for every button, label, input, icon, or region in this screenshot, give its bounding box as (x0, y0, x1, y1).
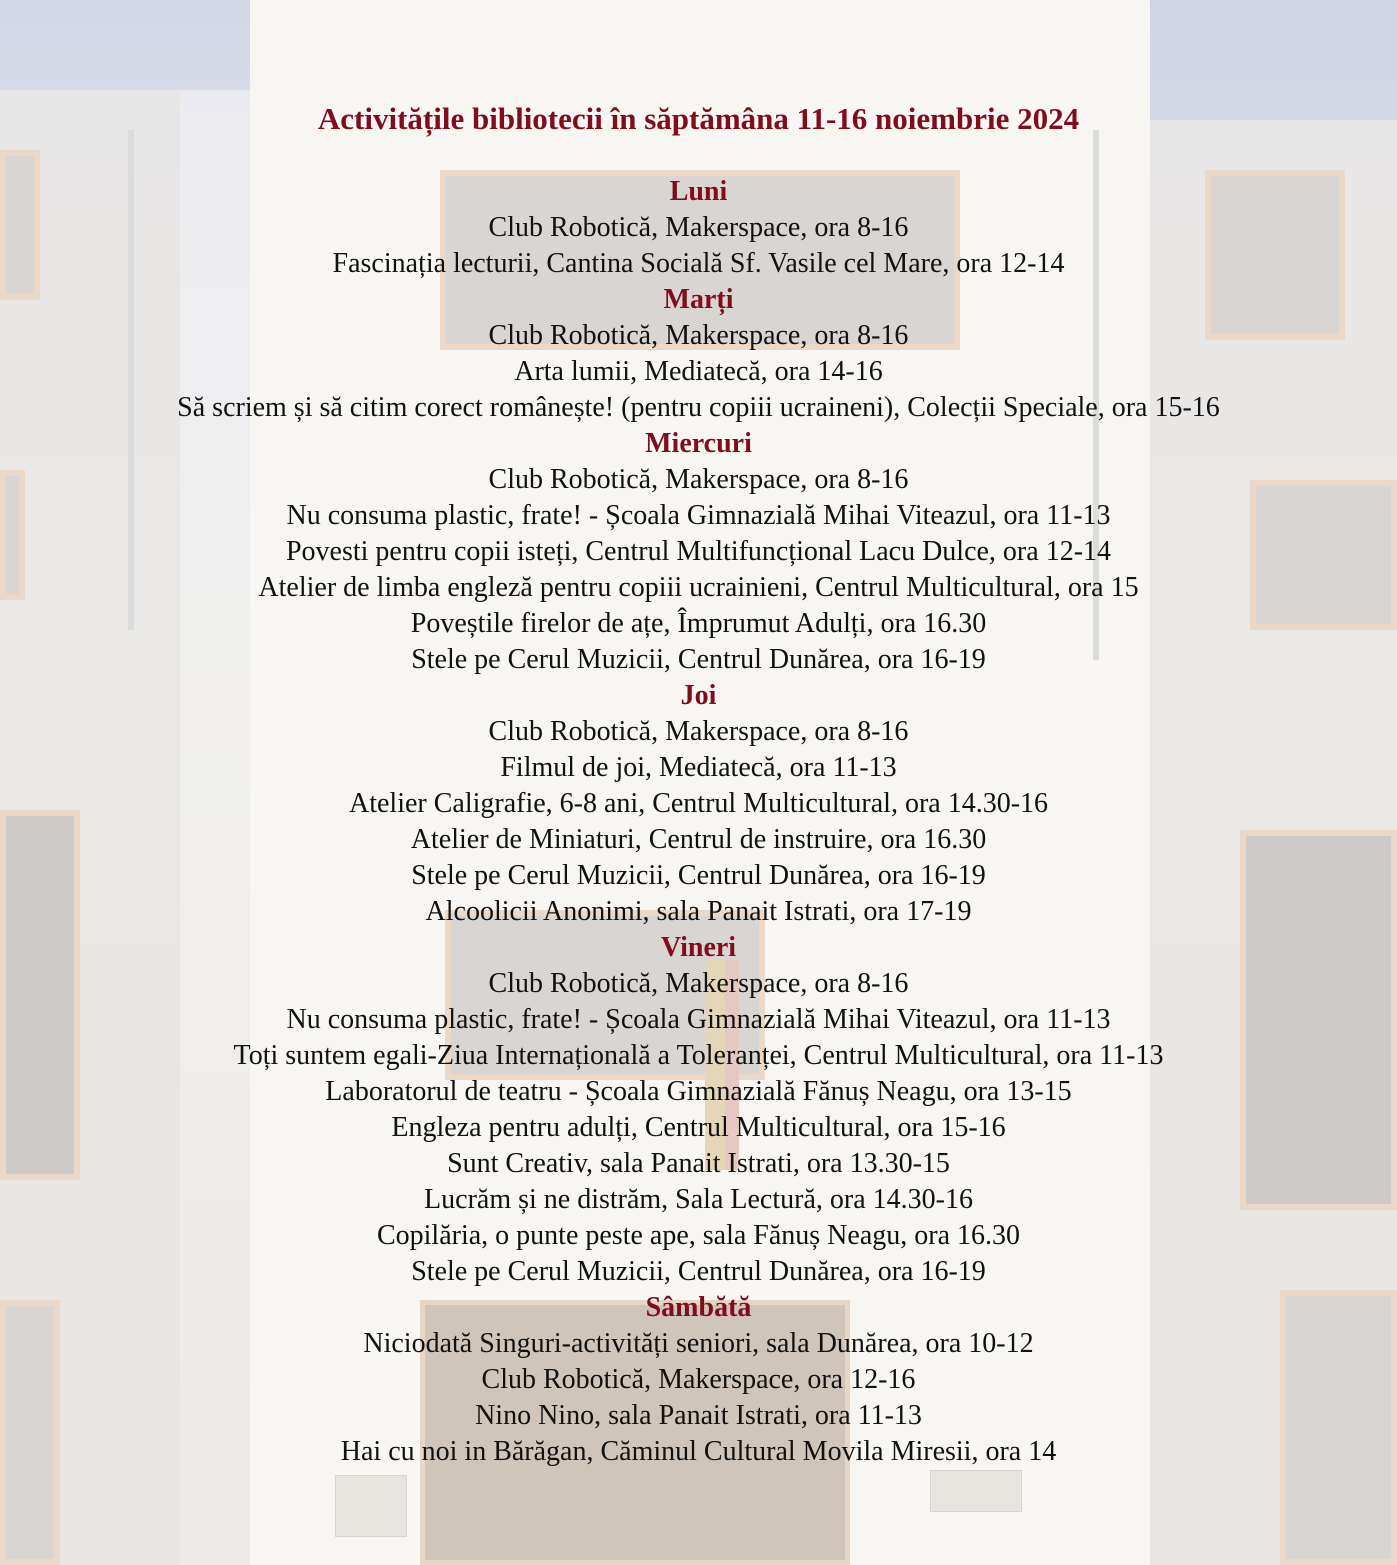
activity-item: Arta lumii, Mediatecă, ora 14-16 (514, 356, 883, 387)
activity-item: Niciodată Singuri-activități seniori, sala Dunărea, ora 10-12 (363, 1328, 1034, 1359)
activity-item: Atelier de limba engleză pentru copiii ucrainieni, Centrul Multicultural, ora 15 (258, 572, 1139, 603)
day-heading: Miercuri (645, 428, 752, 459)
activity-item: Stele pe Cerul Muzicii, Centrul Dunărea, ora 16-19 (411, 1256, 986, 1287)
activity-item: Alcoolicii Anonimi, sala Panait Istrati, ora 17-19 (425, 896, 972, 927)
activity-item: Engleza pentru adulți, Centrul Multicultural, ora 15-16 (391, 1112, 1006, 1143)
activity-item: Sunt Creativ, sala Panait Istrati, ora 13.30-15 (447, 1148, 950, 1179)
activity-item: Poveștile firelor de ațe, Împrumut Adulți, ora 16.30 (410, 608, 987, 639)
day-heading: Joi (680, 680, 717, 711)
weekly-schedule (0, 174, 1397, 1470)
activity-item: Club Robotică, Makerspace, ora 8-16 (488, 464, 909, 495)
activity-item: Filmul de joi, Mediatecă, ora 11-13 (500, 752, 897, 783)
activity-item: Club Robotică, Makerspace, ora 8-16 (488, 320, 909, 351)
activity-item: Hai cu noi in Bărăgan, Căminul Cultural Movila Miresii, ora 14 (340, 1436, 1057, 1467)
activity-item: Laboratorul de teatru - Școala Gimnazială Fănuș Neagu, ora 13-15 (325, 1076, 1072, 1107)
day-heading: Luni (669, 176, 728, 207)
day-heading: Sâmbătă (645, 1292, 752, 1323)
activity-item: Copilăria, o punte peste ape, sala Fănuș Neagu, ora 16.30 (376, 1220, 1021, 1251)
activity-item: Stele pe Cerul Muzicii, Centrul Dunărea, ora 16-19 (411, 860, 986, 891)
activity-item: Club Robotică, Makerspace, ora 8-16 (488, 968, 909, 999)
activity-item: Nu consuma plastic, frate! - Școala Gimnazială Mihai Viteazul, ora 11-13 (286, 500, 1111, 531)
wall-plaque-left (335, 1475, 407, 1537)
activity-item: Club Robotică, Makerspace, ora 8-16 (488, 212, 909, 243)
day-heading: Vineri (660, 932, 737, 963)
page-title: Activitățile bibliotecii în săptămâna 11-16 noiembrie 2024 (317, 101, 1080, 136)
wall-plaque-right (930, 1470, 1022, 1512)
day-heading: Marți (663, 284, 734, 315)
activity-item: Atelier Caligrafie, 6-8 ani, Centrul Multicultural, ora 14.30-16 (348, 788, 1049, 819)
activity-item: Lucrăm și ne distrăm, Sala Lectură, ora 14.30-16 (424, 1184, 973, 1215)
activity-item: Fascinația lecturii, Cantina Socială Sf. Vasile cel Mare, ora 12-14 (332, 248, 1065, 279)
activity-item: Toți suntem egali-Ziua Internațională a Toleranței, Centrul Multicultural, ora 11-13 (233, 1040, 1164, 1071)
activity-item: Atelier de Miniaturi, Centrul de instruire, ora 16.30 (410, 824, 987, 855)
activity-item: Nino Nino, sala Panait Istrati, ora 11-13 (475, 1400, 922, 1431)
activity-item: Club Robotică, Makerspace, ora 12-16 (481, 1364, 916, 1395)
activity-item: Povesti pentru copii isteți, Centrul Multifuncțional Lacu Dulce, ora 12-14 (285, 536, 1112, 567)
activity-item: Să scriem și să citim corect românește! (pentru copiii ucraineni), Colecții Speciale, ora 15-16 (177, 392, 1220, 423)
activity-item: Club Robotică, Makerspace, ora 8-16 (488, 716, 909, 747)
activity-item: Nu consuma plastic, frate! - Școala Gimnazială Mihai Viteazul, ora 11-13 (286, 1004, 1111, 1035)
activity-item: Stele pe Cerul Muzicii, Centrul Dunărea, ora 16-19 (411, 644, 986, 675)
